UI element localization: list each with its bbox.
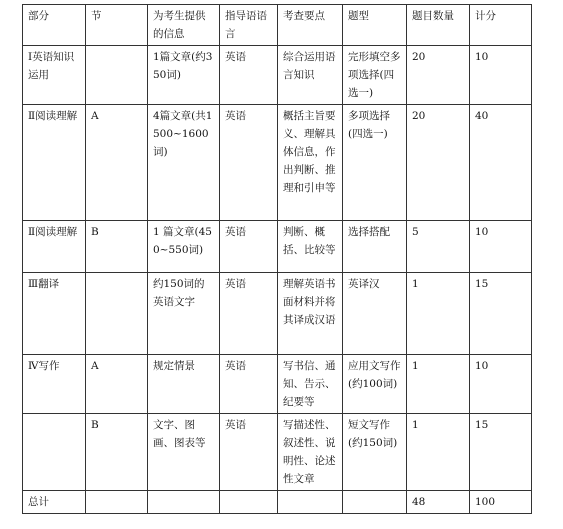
table-cell: A	[86, 105, 148, 221]
header-row	[23, 5, 532, 46]
table-cell: Ⅲ翻译	[23, 273, 86, 355]
header-cell: 考查要点	[278, 5, 343, 46]
table-cell: 完形填空多项选择(四选一)	[343, 46, 407, 105]
table-cell: 应用文写作(约100词)	[343, 355, 407, 414]
table-cell: 写书信、通知、告示、纪要等	[278, 355, 343, 414]
header-cell: 为考生提供的信息	[148, 5, 220, 46]
table-cell: 5	[407, 221, 470, 273]
header-cell: 节	[86, 5, 148, 46]
table-cell: A	[86, 355, 148, 414]
header-cell: 计分	[470, 5, 532, 46]
table-cell: 英译汉	[343, 273, 407, 355]
table-cell	[278, 491, 343, 514]
table-cell	[220, 491, 278, 514]
table-cell: 20	[407, 46, 470, 105]
table-cell: 英语	[220, 221, 278, 273]
table-cell: 40	[470, 105, 532, 221]
table-cell: B	[86, 414, 148, 491]
header-cell: 指导语语言	[220, 5, 278, 46]
table-cell: 英语	[220, 414, 278, 491]
table-cell: 短文写作(约150词)	[343, 414, 407, 491]
table-cell: 写描述性、叙述性、说明性、论述性文章	[278, 414, 343, 491]
table-cell: 1 篇文章(450~550词)	[148, 221, 220, 273]
table-cell: 1	[407, 273, 470, 355]
total-count: 48	[407, 491, 470, 514]
total-row	[23, 491, 532, 514]
table-cell: 规定情景	[148, 355, 220, 414]
table-cell: 1篇文章(约350词)	[148, 46, 220, 105]
header-cell: 题目数量	[407, 5, 470, 46]
table-cell: 概括主旨要义、理解具体信息，作出判断、推理和引申等	[278, 105, 343, 221]
table-cell: 判断、概括、比较等	[278, 221, 343, 273]
table-cell: 英语	[220, 46, 278, 105]
table-cell: 4篇文章(共1500~1600词)	[148, 105, 220, 221]
table-cell	[86, 491, 148, 514]
table-row	[23, 273, 532, 355]
table-row	[23, 221, 532, 273]
header-cell: 部分	[23, 5, 86, 46]
table-cell: 1	[407, 414, 470, 491]
table-cell: 综合运用语言知识	[278, 46, 343, 105]
table-row	[23, 105, 532, 221]
table-row	[23, 355, 532, 414]
table-cell: Ⅱ阅读理解	[23, 221, 86, 273]
table-cell: 英语	[220, 105, 278, 221]
table-cell: 15	[470, 273, 532, 355]
table-cell: 15	[470, 414, 532, 491]
table-cell: Ⅰ英语知识运用	[23, 46, 86, 105]
table-cell: 英语	[220, 355, 278, 414]
table-cell: 选择搭配	[343, 221, 407, 273]
table-cell	[23, 414, 86, 491]
table-row	[23, 46, 532, 105]
table-cell: Ⅱ阅读理解	[23, 105, 86, 221]
table-cell: 1	[407, 355, 470, 414]
table-cell: 英语	[220, 273, 278, 355]
total-score: 100	[470, 491, 532, 514]
header-cell: 题型	[343, 5, 407, 46]
total-label: 总计	[23, 491, 86, 514]
table-cell: 10	[470, 221, 532, 273]
table-cell: 20	[407, 105, 470, 221]
table-cell: 约150词的英语文字	[148, 273, 220, 355]
table-cell	[86, 273, 148, 355]
table-cell	[86, 46, 148, 105]
table-cell: 理解英语书面材料并将其译成汉语	[278, 273, 343, 355]
table-cell: 文字、图画、图表等	[148, 414, 220, 491]
table-cell: B	[86, 221, 148, 273]
table-cell	[148, 491, 220, 514]
table-cell: 多项选择(四选一)	[343, 105, 407, 221]
table-cell: 10	[470, 46, 532, 105]
table-cell: 10	[470, 355, 532, 414]
exam-structure-table	[22, 4, 532, 514]
table-row	[23, 414, 532, 491]
table-cell	[343, 491, 407, 514]
table-cell: Ⅳ写作	[23, 355, 86, 414]
